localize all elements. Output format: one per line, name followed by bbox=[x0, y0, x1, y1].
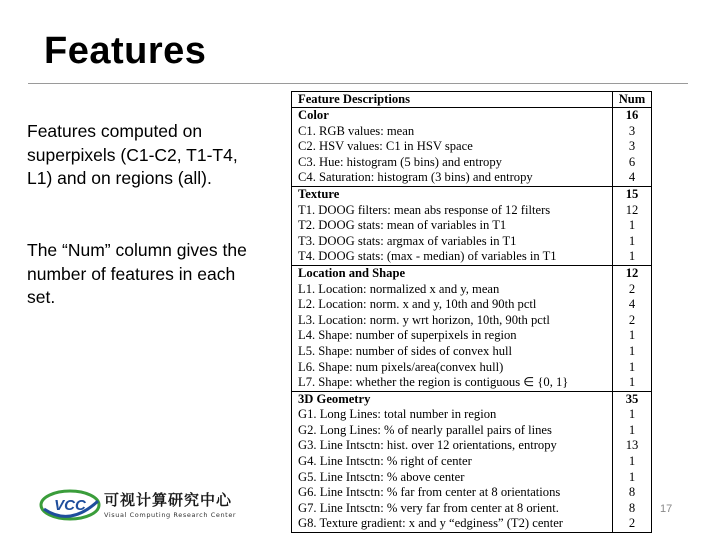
feature-description: G5. Line Intsctn: % above center bbox=[292, 470, 613, 486]
table-row bbox=[292, 423, 651, 439]
feature-description: G7. Line Intsctn: % very far from center at 8 orient. bbox=[292, 501, 613, 517]
feature-count: 1 bbox=[628, 454, 636, 469]
table-row bbox=[292, 155, 651, 171]
feature-description: Texture bbox=[292, 187, 613, 203]
feature-count: 12 bbox=[625, 265, 639, 280]
feature-count: 1 bbox=[628, 233, 636, 248]
feature-count: 1 bbox=[628, 469, 636, 484]
vcc-logo bbox=[38, 487, 238, 523]
feature-description: G8. Texture gradient: x and y “edginess” (T2) center bbox=[292, 516, 613, 532]
feature-description: G2. Long Lines: % of nearly parallel pairs of lines bbox=[292, 423, 613, 439]
feature-count: 8 bbox=[628, 485, 636, 500]
feature-count: 3 bbox=[628, 139, 636, 154]
table-section-row bbox=[292, 186, 651, 203]
table-row bbox=[292, 139, 651, 155]
feature-count: 2 bbox=[628, 312, 636, 327]
num-column-paragraph: The “Num” column gives the number of features in each set. bbox=[27, 240, 247, 307]
feature-description: Color bbox=[292, 108, 613, 124]
header-desc: Feature Descriptions bbox=[292, 92, 613, 107]
table-header-row bbox=[292, 92, 651, 108]
vcc-logo-text: VCC bbox=[54, 497, 86, 514]
table-row bbox=[292, 297, 651, 313]
feature-description: L7. Shape: whether the region is contiguous ∈ {0, 1} bbox=[292, 375, 613, 391]
slide-title: Features bbox=[44, 30, 207, 72]
description-paragraph: Features computed on superpixels (C1-C2, T1-T4, L1) and on regions (all). bbox=[27, 121, 238, 188]
feature-description: 3D Geometry bbox=[292, 392, 613, 408]
feature-count: 1 bbox=[628, 249, 636, 264]
feature-count: 15 bbox=[625, 186, 639, 201]
feature-description: C3. Hue: histogram (5 bins) and entropy bbox=[292, 155, 613, 171]
table-row bbox=[292, 249, 651, 265]
feature-count: 1 bbox=[628, 375, 636, 390]
feature-description: G1. Long Lines: total number in region bbox=[292, 407, 613, 423]
feature-count: 6 bbox=[628, 154, 636, 169]
header-num: Num bbox=[618, 92, 646, 106]
table-row bbox=[292, 328, 651, 344]
table-row bbox=[292, 170, 651, 186]
feature-count: 12 bbox=[625, 202, 639, 217]
feature-description: T3. DOOG stats: argmax of variables in T1 bbox=[292, 234, 613, 250]
feature-count: 1 bbox=[628, 407, 636, 422]
table-row bbox=[292, 203, 651, 219]
feature-description: L1. Location: normalized x and y, mean bbox=[292, 282, 613, 298]
logo-english-name: Visual Computing Research Center bbox=[104, 511, 237, 519]
table-row bbox=[292, 313, 651, 329]
feature-count: 1 bbox=[628, 359, 636, 374]
table-row bbox=[292, 218, 651, 234]
feature-count: 2 bbox=[628, 281, 636, 296]
table-row bbox=[292, 344, 651, 360]
feature-count: 13 bbox=[625, 438, 639, 453]
vcc-logo-mark bbox=[38, 487, 102, 523]
feature-count: 1 bbox=[628, 218, 636, 233]
feature-count: 4 bbox=[628, 170, 636, 185]
table-row bbox=[292, 124, 651, 140]
feature-count: 16 bbox=[625, 108, 639, 122]
table-row bbox=[292, 375, 651, 391]
table-row bbox=[292, 454, 651, 470]
feature-table bbox=[291, 91, 652, 533]
table-row bbox=[292, 438, 651, 454]
feature-description: G6. Line Intsctn: % far from center at 8 orientations bbox=[292, 485, 613, 501]
feature-description: Location and Shape bbox=[292, 266, 613, 282]
logo-chinese-name: 可视计算研究中心 bbox=[104, 491, 233, 509]
feature-description: L2. Location: norm. x and y, 10th and 90th pctl bbox=[292, 297, 613, 313]
table-row bbox=[292, 234, 651, 250]
table-section-row bbox=[292, 391, 651, 408]
feature-count: 1 bbox=[628, 328, 636, 343]
table-row bbox=[292, 360, 651, 376]
feature-description: L6. Shape: num pixels/area(convex hull) bbox=[292, 360, 613, 376]
feature-description: L4. Shape: number of superpixels in region bbox=[292, 328, 613, 344]
feature-count: 35 bbox=[625, 391, 639, 406]
feature-count: 1 bbox=[628, 422, 636, 437]
title-underline bbox=[28, 83, 688, 84]
feature-count: 3 bbox=[628, 123, 636, 138]
table-row bbox=[292, 516, 651, 532]
feature-description: L3. Location: norm. y wrt horizon, 10th, 90th pctl bbox=[292, 313, 613, 329]
table-row bbox=[292, 470, 651, 486]
feature-description: L5. Shape: number of sides of convex hull bbox=[292, 344, 613, 360]
feature-description: C2. HSV values: C1 in HSV space bbox=[292, 139, 613, 155]
feature-description: C4. Saturation: histogram (3 bins) and entropy bbox=[292, 170, 613, 186]
feature-description: T2. DOOG stats: mean of variables in T1 bbox=[292, 218, 613, 234]
table-section-row bbox=[292, 265, 651, 282]
feature-count: 4 bbox=[628, 297, 636, 312]
table-row bbox=[292, 485, 651, 501]
feature-count: 8 bbox=[628, 500, 636, 515]
feature-description: T4. DOOG stats: (max - median) of variables in T1 bbox=[292, 249, 613, 265]
feature-description: C1. RGB values: mean bbox=[292, 124, 613, 140]
table-row bbox=[292, 501, 651, 517]
feature-description: T1. DOOG filters: mean abs response of 12 filters bbox=[292, 203, 613, 219]
feature-description: G4. Line Intsctn: % right of center bbox=[292, 454, 613, 470]
feature-count: 2 bbox=[628, 516, 636, 531]
table-row bbox=[292, 282, 651, 298]
feature-count: 1 bbox=[628, 343, 636, 358]
feature-description: G3. Line Intsctn: hist. over 12 orientations, entropy bbox=[292, 438, 613, 454]
table-section-row bbox=[292, 108, 651, 124]
table-row bbox=[292, 407, 651, 423]
page-number: 17 bbox=[660, 503, 673, 515]
